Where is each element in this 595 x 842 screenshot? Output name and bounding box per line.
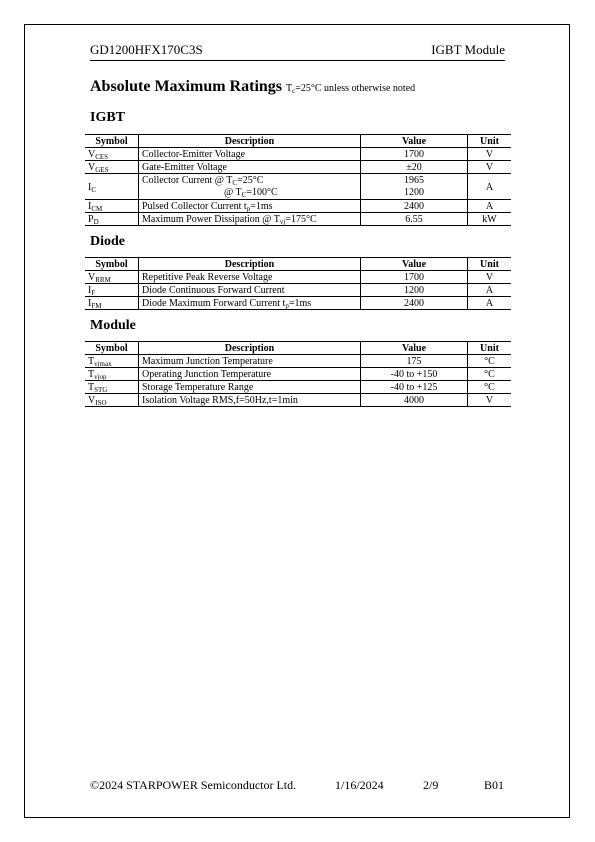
- symbol-cell: $I_{CM}$: [85, 200, 139, 213]
- footer-page-number: 2/9: [423, 778, 439, 792]
- diode-ratings-table: [85, 257, 511, 310]
- description-cell: Storage Temperature Range: [139, 381, 361, 394]
- table-header-row: [85, 135, 511, 148]
- value-cell: 175: [361, 355, 468, 368]
- unit-cell: V: [468, 394, 512, 407]
- col-header-description: Description: [139, 342, 361, 355]
- value-cell: 2400: [361, 297, 468, 310]
- value-cell: 4000: [361, 394, 468, 407]
- table-header-row: [85, 258, 511, 271]
- section-heading-module: Module: [90, 318, 136, 333]
- value-cell: 1700: [361, 148, 468, 161]
- symbol-cell: $I_{FM}$: [85, 297, 139, 310]
- footer-revision: B01: [484, 778, 505, 792]
- unit-cell: °C: [468, 381, 512, 394]
- col-header-symbol: Symbol: [85, 135, 139, 148]
- page-title: [90, 78, 415, 96]
- col-header-symbol: Symbol: [85, 342, 139, 355]
- table-row: [85, 174, 511, 200]
- table-header-row: [85, 342, 511, 355]
- description-cell: Operating Junction Temperature: [139, 368, 361, 381]
- col-header-unit: Unit: [468, 135, 512, 148]
- unit-cell: A: [468, 284, 512, 297]
- description-line: @ $T_C=100^\circ C$: [224, 187, 278, 199]
- table-row: [85, 271, 511, 284]
- description-cell: Maximum Junction Temperature: [139, 355, 361, 368]
- igbt-ratings-table: [85, 134, 511, 226]
- description-cell: Isolation Voltage RMS,f=50Hz,t=1min: [139, 394, 361, 407]
- value-line: 1200: [404, 187, 424, 198]
- description-cell: Pulsed Collector Current $t_p=1ms$: [139, 200, 361, 213]
- value-cell: -40 to +150: [361, 368, 468, 381]
- symbol-cell: $V_{RRM}$: [85, 271, 139, 284]
- description-cell: Repetitive Peak Reverse Voltage: [139, 271, 361, 284]
- unit-cell: °C: [468, 355, 512, 368]
- description-cell: Maximum Power Dissipation @ $T_{vj}=175^\circ C$: [139, 213, 361, 226]
- col-header-description: Description: [139, 258, 361, 271]
- description-cell: [139, 174, 361, 200]
- table-row: [85, 394, 511, 407]
- col-header-symbol: Symbol: [85, 258, 139, 271]
- symbol-cell: $P_D$: [85, 213, 139, 226]
- unit-cell: A: [468, 297, 512, 310]
- table-row: [85, 161, 511, 174]
- description-cell: Diode Continuous Forward Current: [139, 284, 361, 297]
- table-row: [85, 284, 511, 297]
- table-row: [85, 368, 511, 381]
- description-cell: Collector-Emitter Voltage: [139, 148, 361, 161]
- value-cell: 1200: [361, 284, 468, 297]
- symbol-cell: $I_F$: [85, 284, 139, 297]
- footer-copyright: ©2024 STARPOWER Semiconductor Ltd.: [90, 778, 297, 792]
- symbol-cell: $T_{vjmax}$: [85, 355, 139, 368]
- table-row: [85, 381, 511, 394]
- value-cell: 6.55: [361, 213, 468, 226]
- description-cell: Gate-Emitter Voltage: [139, 161, 361, 174]
- unit-cell: °C: [468, 368, 512, 381]
- unit-cell: A: [468, 174, 512, 200]
- module-type: IGBT Module: [431, 42, 505, 57]
- section-heading-igbt: IGBT: [90, 110, 126, 125]
- symbol-cell: $I_C$: [85, 174, 139, 200]
- table-row: [85, 297, 511, 310]
- symbol-cell: $T_{STG}$: [85, 381, 139, 394]
- section-heading-diode: Diode: [90, 234, 125, 249]
- table-row: [85, 213, 511, 226]
- value-cell: 1700: [361, 271, 468, 284]
- description-line: Collector Current @ $T_C=25^\circ C$: [142, 175, 264, 187]
- value-cell: ±20: [361, 161, 468, 174]
- part-number: GD1200HFX170C3S: [90, 42, 203, 57]
- unit-cell: V: [468, 271, 512, 284]
- footer-date: 1/16/2024: [335, 778, 384, 792]
- table-row: [85, 148, 511, 161]
- description-cell: Diode Maximum Forward Current $t_p=1ms$: [139, 297, 361, 310]
- symbol-cell: $V_{GES}$: [85, 161, 139, 174]
- symbol-cell: $T_{vjop}$: [85, 368, 139, 381]
- col-header-value: Value: [361, 135, 468, 148]
- col-header-value: Value: [361, 258, 468, 271]
- col-header-unit: Unit: [468, 258, 512, 271]
- col-header-description: Description: [139, 135, 361, 148]
- symbol-cell: $V_{ISO}$: [85, 394, 139, 407]
- module-ratings-table: [85, 341, 511, 407]
- symbol-cell: $V_{CES}$: [85, 148, 139, 161]
- col-header-unit: Unit: [468, 342, 512, 355]
- value-cell: -40 to +125: [361, 381, 468, 394]
- col-header-value: Value: [361, 342, 468, 355]
- table-row: [85, 200, 511, 213]
- title-text: Absolute Maximum Ratings: [90, 78, 283, 95]
- page-header: [90, 42, 505, 61]
- unit-cell: V: [468, 148, 512, 161]
- title-condition: $T_c=25^\circ C$ unless otherwise noted: [286, 83, 416, 95]
- table-row: [85, 355, 511, 368]
- value-line: 1965: [404, 175, 424, 186]
- unit-cell: V: [468, 161, 512, 174]
- value-cell: [361, 174, 468, 200]
- unit-cell: kW: [468, 213, 512, 226]
- unit-cell: A: [468, 200, 512, 213]
- value-cell: 2400: [361, 200, 468, 213]
